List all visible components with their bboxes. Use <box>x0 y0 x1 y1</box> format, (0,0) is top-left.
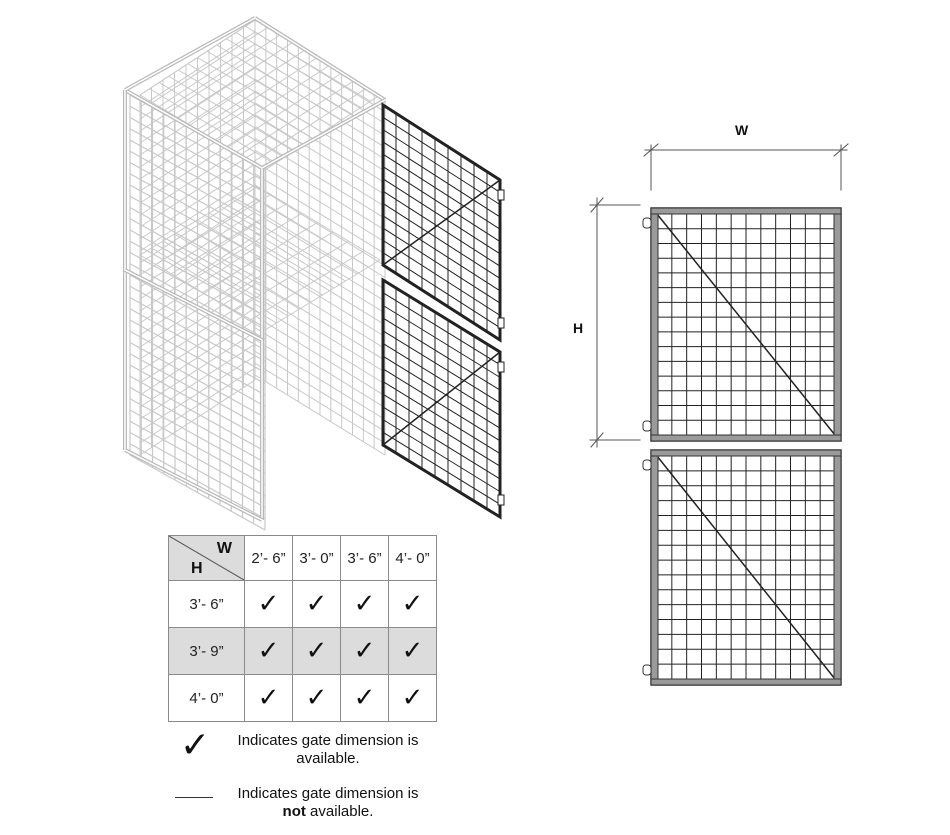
lower-gate-3d-hinge <box>498 495 504 505</box>
availability-cell <box>389 581 437 628</box>
upper-gate-front-rail-bottom <box>651 435 841 441</box>
table-header-row <box>169 536 437 581</box>
lower-gate-front-rail-bottom <box>651 679 841 685</box>
column-header: 4’- 0” <box>389 536 437 581</box>
check-icon: ✓ <box>401 589 424 619</box>
legend-not-suffix: available. <box>310 803 374 820</box>
upper-gate-3d-hinge <box>498 190 504 200</box>
availability-cell <box>293 581 341 628</box>
legend-not-available-text <box>222 785 434 821</box>
availability-cell <box>245 675 293 722</box>
legend-available-text: Indicates gate dimension is available. <box>237 732 419 767</box>
check-icon: ✓ <box>305 683 328 713</box>
row-header: 4’- 0” <box>169 675 245 722</box>
upper-gate-front-stile-left <box>651 208 658 441</box>
lower-gate-3d-hinge <box>498 362 504 372</box>
table-row <box>169 628 437 675</box>
table-row <box>169 581 437 628</box>
table-corner-cell <box>169 536 245 581</box>
check-icon: ✓ <box>353 589 376 619</box>
upper-gate-front-hinge <box>643 421 651 431</box>
availability-cell <box>341 628 389 675</box>
corner-diagonal <box>169 536 244 580</box>
check-icon: ✓ <box>257 589 280 619</box>
dash-icon <box>175 797 213 798</box>
corner-height-label: H <box>191 560 203 577</box>
availability-cell <box>341 581 389 628</box>
table-row <box>169 675 437 722</box>
check-icon: ✓ <box>257 636 280 666</box>
check-icon: ✓ <box>353 636 376 666</box>
lower-gate-front-stile-right <box>834 450 841 685</box>
upper-gate-front-stile-right <box>834 208 841 441</box>
check-icon: ✓ <box>305 636 328 666</box>
lower-gate-3d-brace <box>383 352 500 445</box>
check-icon: ✓ <box>305 589 328 619</box>
check-icon: ✓ <box>401 683 424 713</box>
availability-cell <box>293 628 341 675</box>
upper-gate-3d-hinge <box>498 318 504 328</box>
availability-cell <box>293 675 341 722</box>
check-icon: ✓ <box>401 636 424 666</box>
lower-gate-front-rail-top <box>651 450 841 456</box>
lower-gate-front-hinge <box>643 460 651 470</box>
lower-gate-front-hinge <box>643 665 651 675</box>
availability-cell <box>245 628 293 675</box>
availability-cell <box>389 675 437 722</box>
availability-table <box>168 535 437 722</box>
upper-gate-front-rail-top <box>651 208 841 214</box>
upper-gate-front-hinge <box>643 218 651 228</box>
height-dimension-label: H <box>573 320 584 336</box>
check-icon: ✓ <box>353 683 376 713</box>
column-header: 3’- 0” <box>293 536 341 581</box>
lower-gate-front-stile-left <box>651 450 658 685</box>
row-header: 3’- 6” <box>169 581 245 628</box>
upper-gate-3d-brace <box>383 180 500 265</box>
availability-cell <box>389 628 437 675</box>
column-header: 3’- 6” <box>341 536 389 581</box>
legend-not-prefix: Indicates gate dimension is <box>237 785 419 802</box>
check-icon: ✓ <box>257 683 280 713</box>
column-header: 2’- 6” <box>245 536 293 581</box>
legend-not-bold: not <box>282 803 306 820</box>
corner-width-label: W <box>216 540 232 557</box>
width-dimension-label: W <box>735 122 749 138</box>
cage-frame-bar-highlight <box>262 100 385 168</box>
availability-cell <box>341 675 389 722</box>
check-icon: ✓ <box>180 725 211 766</box>
row-header: 3’- 9” <box>169 628 245 675</box>
availability-cell <box>245 581 293 628</box>
